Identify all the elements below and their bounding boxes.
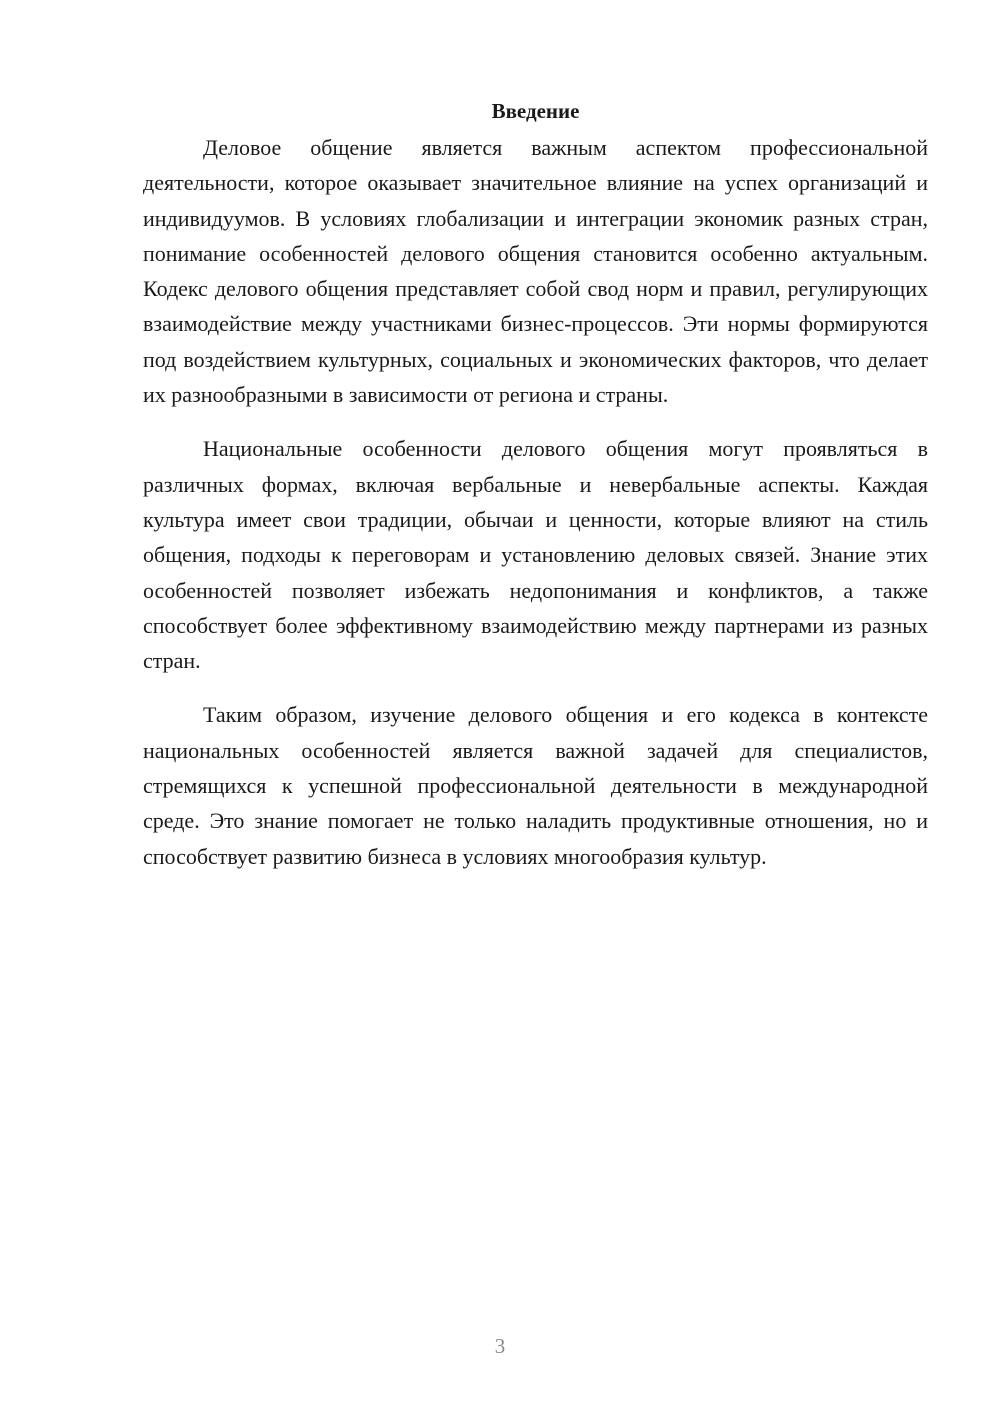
paragraph-2: Национальные особенности делового общения могут проявляться в различных формах, включая вербальные и невербальные аспекты. Каждая культура имеет свои традиции, обычаи и ценности, которые влияют на стиль общения, подходы к переговорам и установлению деловых связей. Знание этих особенностей позволяет избежать недопонимания и конфликтов, а также способствует более эффективному взаимодействию между партнерами из разных стран.: [143, 436, 928, 674]
page-content: [143, 96, 928, 893]
paragraph-1: Деловое общение является важным аспектом профессиональной деятельности, которое оказывает значительное влияние на успех организаций и индивидуумов. В условиях глобализации и интеграции экономик разных стран, понимание особенностей делового общения становится особенно актуальным. Кодекс делового общения представляет собой свод норм и правил, регулирующих взаимодействие между участниками бизнес-процессов. Эти нормы формируются под воздействием культурных, социальных и экономических факторов, что делает их разнообразными в зависимости от региона и страны.: [143, 135, 928, 408]
page-title: Введение: [491, 99, 580, 123]
page-number: 3: [494, 1334, 506, 1358]
paragraph-3: Таким образом, изучение делового общения и его кодекса в контексте национальных особенностей является важной задачей для специалистов, стремящихся к успешной профессиональной деятельности в международной среде. Это знание помогает не только наладить продуктивные отношения, но и способствует развитию бизнеса в условиях многообразия культур.: [143, 702, 928, 869]
